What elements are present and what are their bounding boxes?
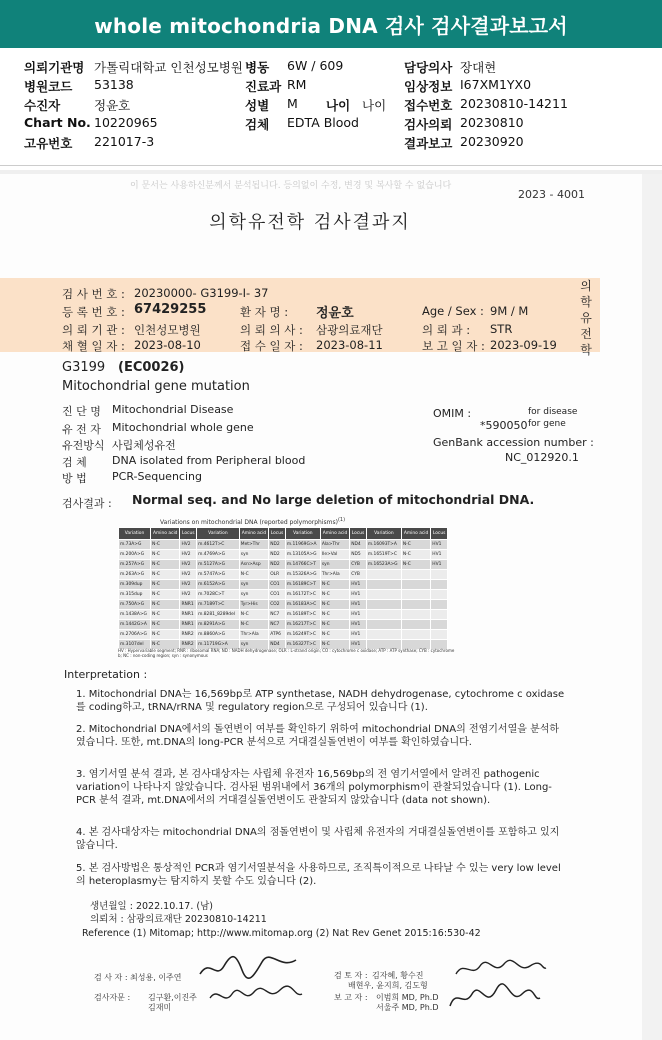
table-header-cell: Locus xyxy=(180,528,197,540)
table-cell: RNR2 xyxy=(180,630,197,640)
table-cell: syn xyxy=(239,590,268,600)
table-cell xyxy=(401,610,430,620)
table-cell: HV1 xyxy=(431,560,448,570)
vertical-char: 학 xyxy=(580,343,592,357)
table-header-cell: Locus xyxy=(269,528,286,540)
table-cell: CO2 xyxy=(269,600,286,610)
table-cell: HV1 xyxy=(350,640,367,650)
table-cell: N-C xyxy=(401,560,430,570)
table-cell: N-C xyxy=(151,550,180,560)
value-institution: 가톨릭대학교 인천성모병원 xyxy=(94,60,243,75)
table-cell: m.200A>G xyxy=(119,550,151,560)
table-cell xyxy=(366,570,401,580)
table-cell: N-C xyxy=(151,640,180,650)
label-specimen: 검체 xyxy=(245,117,270,132)
table-cell: m.16523A>G xyxy=(366,560,401,570)
table-cell: m.15326A>G xyxy=(285,570,320,580)
genbank-label: GenBank accession number : xyxy=(433,436,594,449)
result-label: 검사결과 : xyxy=(62,497,112,510)
table-cell: N-C xyxy=(151,630,180,640)
label-patient: 수진자 xyxy=(24,98,61,113)
table-row xyxy=(119,600,448,610)
reporter: 이범희 MD, Ph.D xyxy=(376,993,439,1002)
label-chart-no: Chart No. xyxy=(24,115,91,130)
label-receipt-no: 접수번호 xyxy=(404,98,453,113)
reg-no: 67429255 xyxy=(134,302,207,317)
table-header-cell: Amino acid xyxy=(239,528,268,540)
faint-notice: 이 문서는 사용하신분께서 분석됩니다. 등의없이 수정, 변경 및 복사할 수 없습니다 xyxy=(130,181,452,191)
reviewer: 김자혜, 황수진 xyxy=(372,971,424,980)
inheritance-value: 사립체성유전 xyxy=(112,439,176,452)
req-org-label: 의 뢰 기 관 : xyxy=(62,323,125,337)
specimen-label: 검 체 xyxy=(62,456,87,469)
specimen-value: DNA isolated from Peripheral blood xyxy=(112,454,306,467)
table-cell xyxy=(431,570,448,580)
interpretation-3: 3. 염기서열 분석 결과, 본 검사대상자는 사립체 유전자 16,569bp의 전 염기서열에서 알려진 pathogenic variation이 나타나지 않았습니다. 검사된 범위내에서 36개의 polymorphism이 관찰되었습니다 (1). Long-PCR 분석 결과, mt.DNA에서의 거대결실돌연변이도 관찰되지 않았습니다 (data not shown). xyxy=(76,769,552,806)
table-cell: m.1438A>G xyxy=(119,610,151,620)
value-request-date: 20230810 xyxy=(460,115,524,130)
table-cell: N-C xyxy=(151,590,180,600)
table-cell: m.16189C>T xyxy=(285,580,320,590)
table-cell: NC7 xyxy=(269,610,286,620)
reporter-2: 서울주 MD, Ph.D xyxy=(376,1003,439,1012)
table-cell: m.4612T>C xyxy=(197,540,240,550)
table-row xyxy=(119,620,448,630)
table-cell: HV1 xyxy=(431,550,448,560)
interpretation-4: 4. 본 검사대상자는 mitochondrial DNA의 점돌연변이 및 사립체 유전자의 거대결실돌연변이를 포함하고 있지 않습니다. xyxy=(76,827,560,851)
table-cell xyxy=(431,630,448,640)
reg-no-label: 등 록 번 호 : xyxy=(62,305,125,319)
table-header-cell: Amino acid xyxy=(151,528,180,540)
table-row xyxy=(119,570,448,580)
vertical-char: 전 xyxy=(580,327,592,341)
table-cell: HV1 xyxy=(350,630,367,640)
value-doctor: 장대현 xyxy=(460,60,497,75)
vertical-char: 유 xyxy=(580,311,592,325)
table-cell xyxy=(366,610,401,620)
requester: 의뢰처 : 삼광의료재단 20230810-14211 xyxy=(90,914,267,925)
report-date-label: 보 고 일 자 : xyxy=(422,339,485,353)
table-cell: RNR1 xyxy=(180,600,197,610)
tester: 검 사 자 : 최성용, 이주연 xyxy=(94,973,182,982)
table-cell: m.6152A>G xyxy=(197,580,240,590)
table-cell: m.16249T>C xyxy=(285,630,320,640)
label-unique-no: 고유번호 xyxy=(24,136,73,151)
variation-table xyxy=(118,527,448,650)
vertical-label xyxy=(578,278,594,358)
receive-date: 2023-08-11 xyxy=(316,338,383,352)
table-cell: Met>Thr xyxy=(239,540,268,550)
table-cell: HV1 xyxy=(350,590,367,600)
table-cell: m.5127A>G xyxy=(197,560,240,570)
patient-info-band xyxy=(0,278,600,352)
omim-value: *590050 xyxy=(480,419,528,432)
table-cell xyxy=(401,580,430,590)
table-cell: m.1442G>A xyxy=(119,620,151,630)
table-cell: Ala>Thr xyxy=(320,540,349,550)
table-cell: m.4769A>G xyxy=(197,550,240,560)
table-header-cell: Variation xyxy=(366,528,401,540)
document-number: 2023 - 4001 xyxy=(518,188,585,201)
table-cell: ND2 xyxy=(269,550,286,560)
table-cell: HV1 xyxy=(350,580,367,590)
table-footnote: HV : Hypervariable segment; RNR : ribosomal RNA; ND : NADH dehydrogenase; OLR : L-strand origin; CO : cytochrome c oxidase; ATP : ATP synthase; CYB : cytochrome b; NC : non-coding region; syn : synonymous xyxy=(118,648,455,658)
table-cell xyxy=(431,620,448,630)
value-receipt-no: 20230810-14211 xyxy=(460,96,568,111)
table-cell: HV1 xyxy=(431,540,448,550)
table-cell: m.16172T>C xyxy=(285,590,320,600)
label-doctor: 담당의사 xyxy=(404,60,453,75)
receive-label: 접 수 일 자 : xyxy=(240,339,303,353)
age-sex: 9M / M xyxy=(490,304,529,318)
table-cell: CYB xyxy=(350,570,367,580)
table-cell: CO1 xyxy=(269,580,286,590)
value-age: 나이 xyxy=(362,98,387,113)
table-cell: m.2706A>G xyxy=(119,630,151,640)
value-clinical-info: I67XM1YX0 xyxy=(460,77,532,92)
value-sex: M xyxy=(287,96,298,111)
table-cell: HV2 xyxy=(180,540,197,550)
table-cell: N-C xyxy=(151,580,180,590)
test-code-2: (EC0026) xyxy=(118,360,185,375)
table-cell: HV2 xyxy=(180,560,197,570)
report-date: 2023-09-19 xyxy=(490,338,557,352)
table-cell xyxy=(431,610,448,620)
patient-label: 환 자 명 : xyxy=(240,305,289,319)
table-cell: HV1 xyxy=(350,600,367,610)
table-cell: Tyr>His xyxy=(239,600,268,610)
table-cell: N-C xyxy=(320,610,349,620)
table-row xyxy=(119,590,448,600)
table-cell: HV1 xyxy=(350,620,367,630)
table-cell: m.16327T>C xyxy=(285,640,320,650)
exam-no-label: 검 사 번 호 : xyxy=(62,287,125,301)
table-cell xyxy=(401,590,430,600)
table-cell: Thr>Ala xyxy=(239,630,268,640)
exam-no: 20230000- G3199-I- 37 xyxy=(134,286,269,300)
table-cell: ATP6 xyxy=(269,630,286,640)
table-cell xyxy=(401,600,430,610)
table-cell: N-C xyxy=(320,600,349,610)
table-cell: m.8291A>G xyxy=(197,620,240,630)
table-header-cell: Variation xyxy=(197,528,240,540)
table-cell: m.315dup xyxy=(119,590,151,600)
responsible: 김구환,이진주 xyxy=(148,993,197,1002)
table-cell: N-C xyxy=(239,620,268,630)
table-cell: m.16189T>C xyxy=(285,610,320,620)
omim-for-gene: for gene xyxy=(528,419,566,429)
table-cell: m.8860A>G xyxy=(197,630,240,640)
method-value: PCR-Sequencing xyxy=(112,470,202,483)
table-cell: m.7189T>C xyxy=(197,600,240,610)
report-title-bar xyxy=(0,0,662,48)
table-cell: m.16217T>C xyxy=(285,620,320,630)
reference: Reference (1) Mitomap; http://www.mitomap.org (2) Nat Rev Genet 2015:16:530-42 xyxy=(82,928,481,939)
scanned-report xyxy=(0,174,662,1040)
test-code: G3199 xyxy=(62,360,106,375)
dept-label: 의 뢰 과 : xyxy=(422,323,471,337)
table-cell: Asn>Asp xyxy=(239,560,268,570)
table-cell: m.263A>G xyxy=(119,570,151,580)
table-cell: HV2 xyxy=(180,580,197,590)
table-cell: HV1 xyxy=(350,610,367,620)
birth-date: 생년월일 : 2022.10.17. (남) xyxy=(90,901,213,912)
collect-date: 2023-08-10 xyxy=(134,338,201,352)
table-header-cell: Locus xyxy=(350,528,367,540)
table-cell: OLR xyxy=(269,570,286,580)
caption-text: Variations on mitochondrial DNA (reported polymorphisms) xyxy=(160,519,338,526)
label-sex: 성별 xyxy=(245,98,270,113)
table-cell: N-C xyxy=(151,610,180,620)
table-cell: m.3107del xyxy=(119,640,151,650)
label-ward: 병동 xyxy=(245,60,270,75)
table-cell: HV2 xyxy=(180,570,197,580)
patient: 정윤호 xyxy=(316,306,354,321)
interpretation-2: 2. Mitochondrial DNA에서의 돌연변이 여부를 확인하기 위하여 mitochondrial DNA의 전염기서열을 분석하였습니다. 또한, mt.DNA의 long-PCR 분석으로 거대결실돌연변이 여부를 확인하였습니다. xyxy=(76,724,560,748)
reviewer-label: 검 토 자 : xyxy=(334,971,368,980)
table-cell: N-C xyxy=(320,630,349,640)
value-report-date: 20230920 xyxy=(460,134,524,149)
report-title: whole mitochondria DNA 검사 검사결과보고서 xyxy=(94,13,568,38)
table-cell: N-C xyxy=(151,570,180,580)
reporter-signature xyxy=(444,980,544,1016)
table-cell: m.73A>G xyxy=(119,540,151,550)
table-cell xyxy=(431,600,448,610)
table-cell: Ile>Val xyxy=(320,550,349,560)
table-row xyxy=(119,580,448,590)
table-cell: HV2 xyxy=(180,590,197,600)
table-row xyxy=(119,560,448,570)
table-cell: RNR1 xyxy=(180,610,197,620)
table-cell xyxy=(366,620,401,630)
table-header-cell: Variation xyxy=(285,528,320,540)
req-person: 삼광의료재단 xyxy=(316,323,383,337)
table-cell xyxy=(366,590,401,600)
table-cell: CYB xyxy=(350,560,367,570)
value-ward: 6W / 609 xyxy=(287,58,344,73)
table-row xyxy=(119,610,448,620)
table-cell xyxy=(431,580,448,590)
table-cell: ND2 xyxy=(269,560,286,570)
report-heading: 의학유전학 검사결과지 xyxy=(209,212,411,233)
table-cell: m.750A>G xyxy=(119,600,151,610)
vertical-char: 의 xyxy=(580,279,592,293)
request-header xyxy=(0,52,662,166)
diagnosis-label: 진 단 명 xyxy=(62,405,101,418)
label-report-date: 결과보고 xyxy=(404,136,453,151)
table-cell: N-C xyxy=(151,540,180,550)
table-cell: m.11719G>A xyxy=(197,640,240,650)
table-cell xyxy=(401,620,430,630)
table-cell: NC7 xyxy=(269,620,286,630)
req-org: 인천성모병원 xyxy=(134,323,201,337)
table-cell: HV2 xyxy=(180,550,197,560)
value-dept: RM xyxy=(287,77,307,92)
table-cell: m.16519T>C xyxy=(366,550,401,560)
table-row xyxy=(119,550,448,560)
table-cell: m.309dup xyxy=(119,580,151,590)
table-cell: RNR2 xyxy=(180,640,197,650)
reviewer-2: 배현우, 윤지희, 김도형 xyxy=(348,981,428,990)
table-cell: m.8281_8289del xyxy=(197,610,240,620)
table-header-cell: Amino acid xyxy=(320,528,349,540)
omim-for-disease: for disease xyxy=(528,407,578,417)
table-header-cell: Locus xyxy=(431,528,448,540)
gene-label: 유 전 자 xyxy=(62,423,101,436)
value-specimen: EDTA Blood xyxy=(287,115,359,130)
label-age: 나이 xyxy=(326,98,351,113)
label-dept: 진료과 xyxy=(245,79,282,94)
table-cell: ND2 xyxy=(269,540,286,550)
table-cell: syn xyxy=(320,560,349,570)
table-cell: N-C xyxy=(151,600,180,610)
table-cell: m.16183A>C xyxy=(285,600,320,610)
variation-table-caption: Variations on mitochondrial DNA (reported polymorphisms)$^{(1)}$ xyxy=(160,517,346,526)
genbank-value: NC_012920.1 xyxy=(505,451,579,464)
value-patient: 정윤호 xyxy=(94,98,131,113)
table-cell xyxy=(401,570,430,580)
table-cell: ND4 xyxy=(350,540,367,550)
result: Normal seq. and No large deletion of mitochondrial DNA. xyxy=(132,492,535,507)
table-cell: N-C xyxy=(320,580,349,590)
age-sex-label: Age / Sex : xyxy=(422,304,484,318)
table-cell: m.11969G>A xyxy=(285,540,320,550)
table-cell xyxy=(366,630,401,640)
table-cell: m.16093T>A xyxy=(366,540,401,550)
value-hospital-code: 53138 xyxy=(94,77,134,92)
table-cell: m.14766C>T xyxy=(285,560,320,570)
interpretation-5: 5. 본 검사방법은 통상적인 PCR과 염기서열분석을 사용하므로, 조직특이적으로 나타날 수 있는 very low level의 heteroplasmy는 탐지하지 못할 수도 있습니다 (2). xyxy=(76,863,561,887)
table-cell: N-C xyxy=(401,550,430,560)
table-cell xyxy=(431,590,448,600)
responsible-signature xyxy=(206,980,306,1010)
table-cell: N-C xyxy=(239,610,268,620)
collect-label: 채 혈 일 자 : xyxy=(62,339,125,353)
table-cell: syn xyxy=(239,640,268,650)
responsible-label: 검사자문 : xyxy=(94,993,131,1002)
reporter-label: 보 고 자 : xyxy=(334,993,368,1002)
table-cell: CO1 xyxy=(269,590,286,600)
table-cell: ND5 xyxy=(350,550,367,560)
table-row xyxy=(119,540,448,550)
table-cell xyxy=(401,630,430,640)
table-cell: ND4 xyxy=(269,640,286,650)
table-cell: m.13105A>G xyxy=(285,550,320,560)
table-row xyxy=(119,630,448,640)
table-cell: N-C xyxy=(320,640,349,650)
table-cell xyxy=(366,580,401,590)
diagnosis-value: Mitochondrial Disease xyxy=(112,403,234,416)
gene-value: Mitochondrial whole gene xyxy=(112,421,254,434)
table-header-cell: Variation xyxy=(119,528,151,540)
label-clinical-info: 임상정보 xyxy=(404,79,453,94)
table-cell: N-C xyxy=(151,560,180,570)
page-edge xyxy=(642,174,662,1040)
table-cell: Thr>Ala xyxy=(320,570,349,580)
table-cell: N-C xyxy=(320,620,349,630)
table-cell xyxy=(366,600,401,610)
table-cell: m.257A>G xyxy=(119,560,151,570)
table-cell: N-C xyxy=(151,620,180,630)
dept: STR xyxy=(490,322,513,336)
table-cell: syn xyxy=(239,550,268,560)
responsible-2: 김재미 xyxy=(148,1003,172,1012)
value-chart-no: 10220965 xyxy=(94,115,158,130)
table-cell: N-C xyxy=(401,540,430,550)
label-hospital-code: 병원코드 xyxy=(24,79,73,94)
value-unique-no: 221017-3 xyxy=(94,134,155,149)
method-label: 방 법 xyxy=(62,472,87,485)
label-request-date: 검사의뢰 xyxy=(404,117,453,132)
interpretation-1: 1. Mitochondrial DNA는 16,569bp로 ATP synthetase, NADH dehydrogenase, cytochrome c oxidase를 coding하고, tRNA/rRNA 및 regulatory region으로 구성되어 있습니다 (1). xyxy=(76,689,565,713)
label-institution: 의뢰기관명 xyxy=(24,60,85,75)
req-person-label: 의 뢰 의 사 : xyxy=(240,323,303,337)
inheritance-label: 유전방식 xyxy=(62,439,105,452)
table-header-cell: Amino acid xyxy=(401,528,430,540)
vertical-char: 학 xyxy=(580,295,592,309)
table-cell: N-C xyxy=(239,570,268,580)
table-cell: RNR1 xyxy=(180,620,197,630)
interpretation-label: Interpretation : xyxy=(64,668,148,681)
table-cell: syn xyxy=(239,580,268,590)
table-cell: m.7028C>T xyxy=(197,590,240,600)
test-name: Mitochondrial gene mutation xyxy=(62,379,250,394)
omim-label: OMIM : xyxy=(433,407,472,420)
table-cell: m.5747A>G xyxy=(197,570,240,580)
table-cell: N-C xyxy=(320,590,349,600)
